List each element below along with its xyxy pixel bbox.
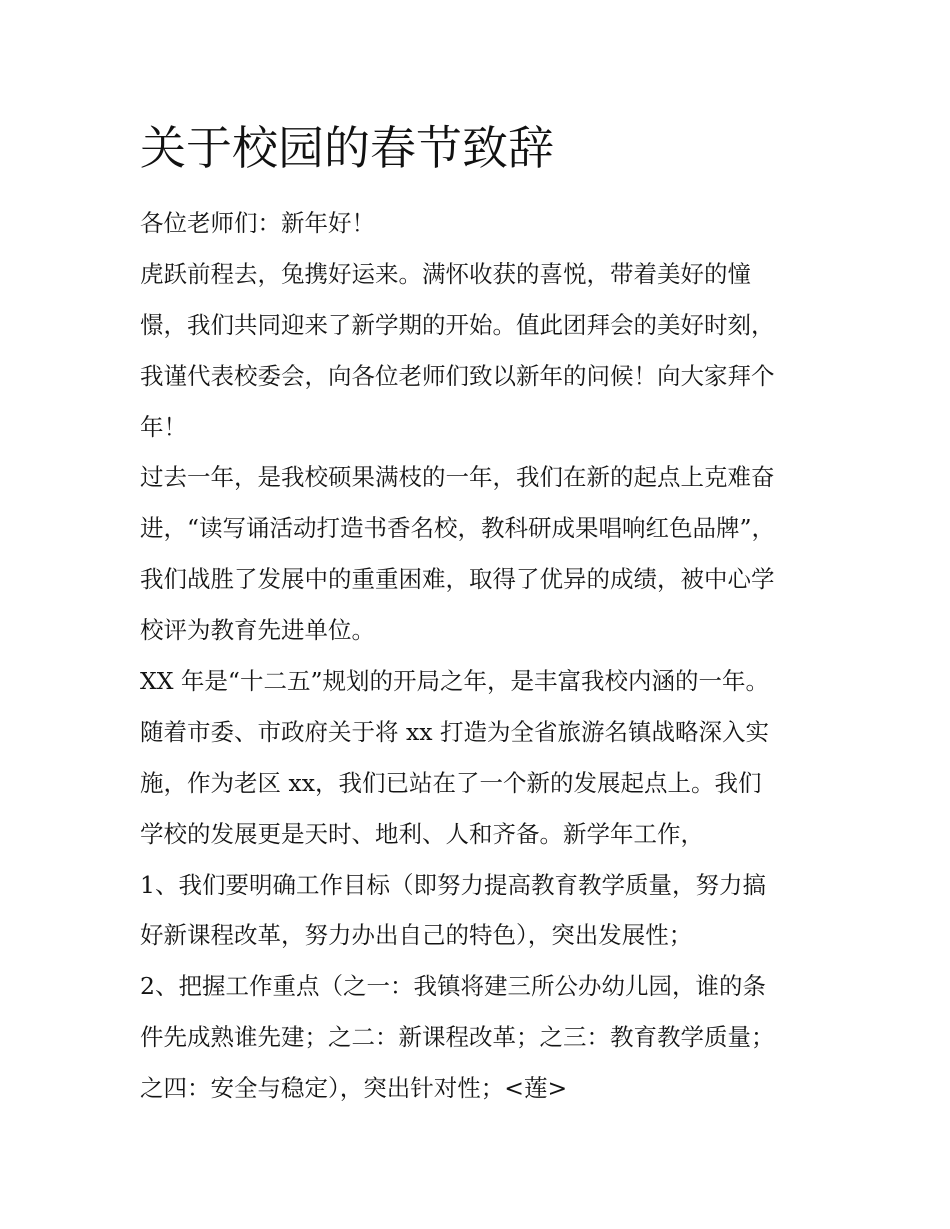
text-line: 1、我们要明确工作目标（即努力提高教育教学质量，努力搞	[140, 870, 766, 899]
text-line: 我们战胜了发展中的重重困难，取得了优异的成绩，被中心学	[140, 565, 775, 594]
text-line: 好新课程改革，努力办出自己的特色），突出发展性；	[140, 921, 693, 950]
text-line: 我谨代表校委会，向各位老师们致以新年的问候！向大家拜个	[140, 361, 775, 390]
page-title: 关于校园的春节致辞	[140, 121, 554, 175]
text-line: 各位老师们：新年好！	[140, 209, 375, 237]
text-line: 件先成熟谁先建；之二：新课程改革；之三：教育教学质量；	[140, 1023, 775, 1052]
text-line: 虎跃前程去，兔携好运来。满怀收获的喜悦，带着美好的憧	[140, 259, 751, 288]
text-line: 随着市委、市政府关于将 xx 打造为全省旅游名镇战略深入实	[140, 717, 769, 746]
text-line: 过去一年，是我校硕果满枝的一年，我们在新的起点上克难奋	[140, 463, 775, 492]
document-body	[140, 198, 820, 1114]
text-line: 2、把握工作重点（之一：我镇将建三所公办幼儿园，谁的条	[140, 972, 766, 1001]
text-line: 年！	[140, 412, 187, 441]
text-line: 校评为教育先进单位。	[140, 616, 375, 645]
text-line: 施，作为老区 xx，我们已站在了一个新的发展起点上。我们	[140, 768, 762, 797]
text-line: 之四：安全与稳定），突出针对性；<莲>	[140, 1074, 568, 1103]
text-line: XX 年是“十二五”规划的开局之年，是丰富我校内涵的一年。	[140, 667, 769, 696]
text-line: 憬，我们共同迎来了新学期的开始。值此团拜会的美好时刻，	[140, 310, 775, 339]
text-line: 学校的发展更是天时、地利、人和齐备。新学年工作，	[140, 819, 704, 848]
text-line: 进，“读写诵活动打造书香名校，教科研成果唱响红色品牌”，	[140, 514, 776, 543]
